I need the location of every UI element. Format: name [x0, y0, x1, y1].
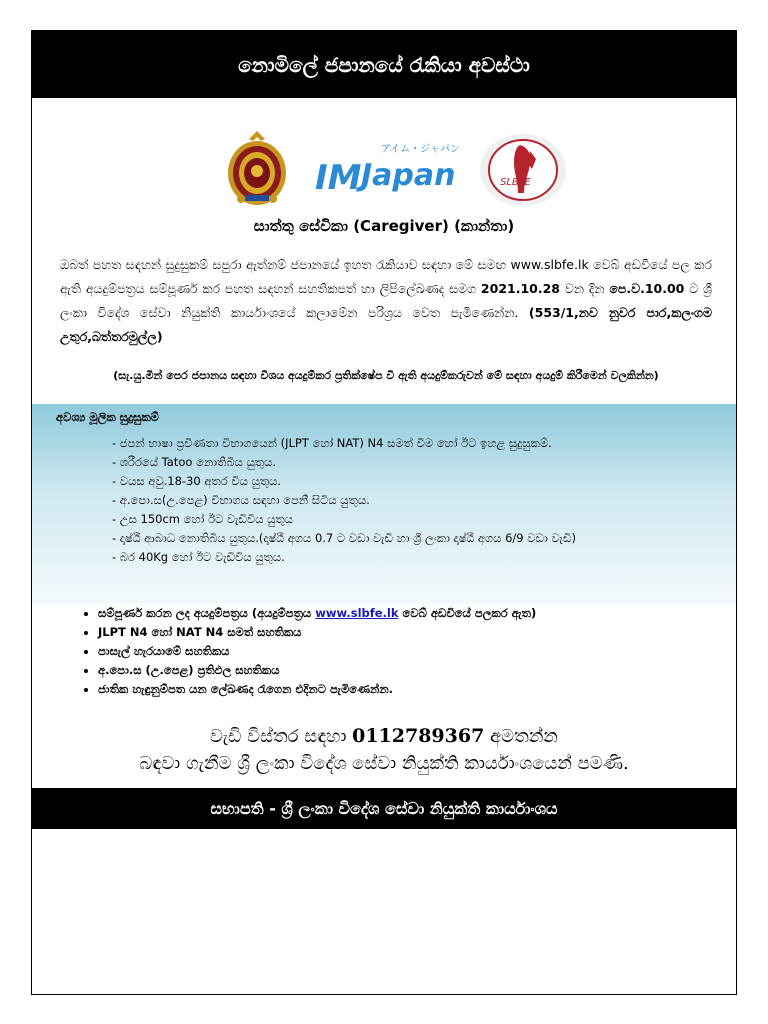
- page-title: නොමිලේ ජපානයේ රැකියා අවස්ථා: [238, 52, 530, 77]
- requirements-title: අවශ්‍ය මූලික සුදුසුකම්: [56, 410, 159, 424]
- svg-text:Japan: Japan: [361, 158, 456, 193]
- intro-paragraph: [60, 253, 712, 349]
- contact-phone: 0112789367: [352, 725, 485, 747]
- footer-banner: [32, 788, 736, 829]
- requirement-item: - ශරීරයේ Tatoo නොතිබිය යුතුය.: [112, 455, 277, 469]
- requirements-list: [112, 434, 576, 567]
- requirement-item: - දෘෂ්ඨී ආබාධ නොතිබිය යුතුය.(දෘෂ්ඨී අගය 0.7 ට වඩා වැඩි හා ශ්‍රී ලංකා දෘෂ්ඨී අගය 6/9 වඩා වැඩි): [112, 531, 576, 545]
- requirements-box: [32, 404, 736, 604]
- flyer-frame: [31, 30, 737, 995]
- interview-time: පෙ.ව.10.00: [609, 281, 685, 296]
- slbfe-website-link[interactable]: www.slbfe.lk: [315, 606, 399, 620]
- svg-text:アイム・ジャパン: アイム・ジャパン: [381, 144, 460, 155]
- footer-text: සභාපති - ශ්‍රී ලංකා විදේශ සේවා නියුක්ති කාර්යාංශය: [210, 798, 558, 818]
- document-item: • JLPT N4 හෝ NAT N4 සමත් සහතිකය: [98, 623, 738, 642]
- document-item: • පාසැල් හැරයාමේ සහතිකය: [98, 642, 738, 661]
- recruitment-notice: බඳවා ගැනීම ශ්‍රී ලංකා විදේශ සේවා නියුක්ති කාර්යාංශයෙන් පමණි.: [139, 753, 629, 774]
- requirement-item: - ජපන් භාෂා ප්‍රවීණතා විභාගයෙන් (JLPT හෝ NAT) N4 සමත් වීම හෝ ඊට ඉහළ සුදුසුකම්.: [112, 436, 552, 450]
- eligibility-note: (සැ.යු.මින් පෙර ජපානය සඳහා විශය අයදුම්කර ප්‍රතික්ෂේප වී ඇති අයදුම්කරුවන් මේ සඳහා අයදුම් කිරීමෙන් වලකින්න): [113, 369, 659, 382]
- document-item: • ජාතික හැඳුනුම්පත යන ලේඛණද රැගෙන එදිනට පැමිණෙන්න.: [98, 680, 738, 699]
- slbfe-logo: [478, 133, 568, 207]
- intro-text-3: ට ශ්‍රී ලංකා විදේශ සේවා නියුක්ති කාර්යාංශයේ කලාමේන පරිශ්‍රය වෙත පැමිණෙන්න.: [60, 281, 712, 320]
- document-item: • අ.පො.ස (උ.පෙළ) ප්‍රතිඵල සහතිකය: [98, 661, 738, 680]
- contact-pre: වැඩි විස්තර සඳහා: [210, 726, 347, 747]
- document-item: [98, 604, 738, 623]
- header-banner: [32, 31, 736, 98]
- sri-lanka-emblem-icon: [225, 129, 289, 209]
- logo-row: [32, 129, 736, 219]
- job-title: සාත්තු සේවිකා (Caregiver) (කාන්තා): [253, 217, 515, 235]
- document-item-text: සම්පූර්ණ කරන ලද අයදුම්පත්‍රය (අයදුම්පත්‍රය: [98, 606, 312, 620]
- interview-date: 2021.10.28: [480, 281, 560, 296]
- svg-text:SLBFE: SLBFE: [500, 177, 531, 188]
- intro-text-2: වන දින: [564, 281, 605, 296]
- office-address: (553/1,නව නුවර පාර,කලංගම උතුර,බත්තරමුල්ල): [60, 305, 712, 344]
- contact-line: [32, 725, 736, 747]
- document-item-text: වෙබ් අඩවියේ පලකර ඇත): [402, 606, 537, 620]
- requirement-item: - අ.පො.ස(උ.පෙළ) විභාගය සඳහා පෙනී සිටිය යුතුය.: [112, 493, 370, 507]
- contact-post: අමතන්න: [490, 726, 558, 747]
- requirement-item: - උස 150cm හෝ ඊට වැඩිවිය යුතුය: [112, 512, 294, 526]
- documents-list: [80, 604, 738, 699]
- intro-text-1: ඔබත් පහත සඳහන් සුදුසුකම් සපුරා ඇත්නම් ජපානයේ ඉහත රැකියාව සඳහා මේ සමඟ www.slbfe.lk වෙබ් අඩවියේ පල කර ඇති අයදුම්පත්‍රය සම්පූර්ණ කර පහත සඳහන් සහතිකපත් හා ලිපිලේඛණද සමග: [60, 257, 712, 296]
- requirement-item: - බර 40Kg හෝ ඊට වැඩිවිය යුතුය.: [112, 550, 285, 564]
- im-japan-logo: [315, 139, 460, 199]
- requirement-item: - වයස අවු.18-30 අතර විය යුතුය.: [112, 474, 282, 488]
- svg-text:IM: IM: [315, 158, 362, 198]
